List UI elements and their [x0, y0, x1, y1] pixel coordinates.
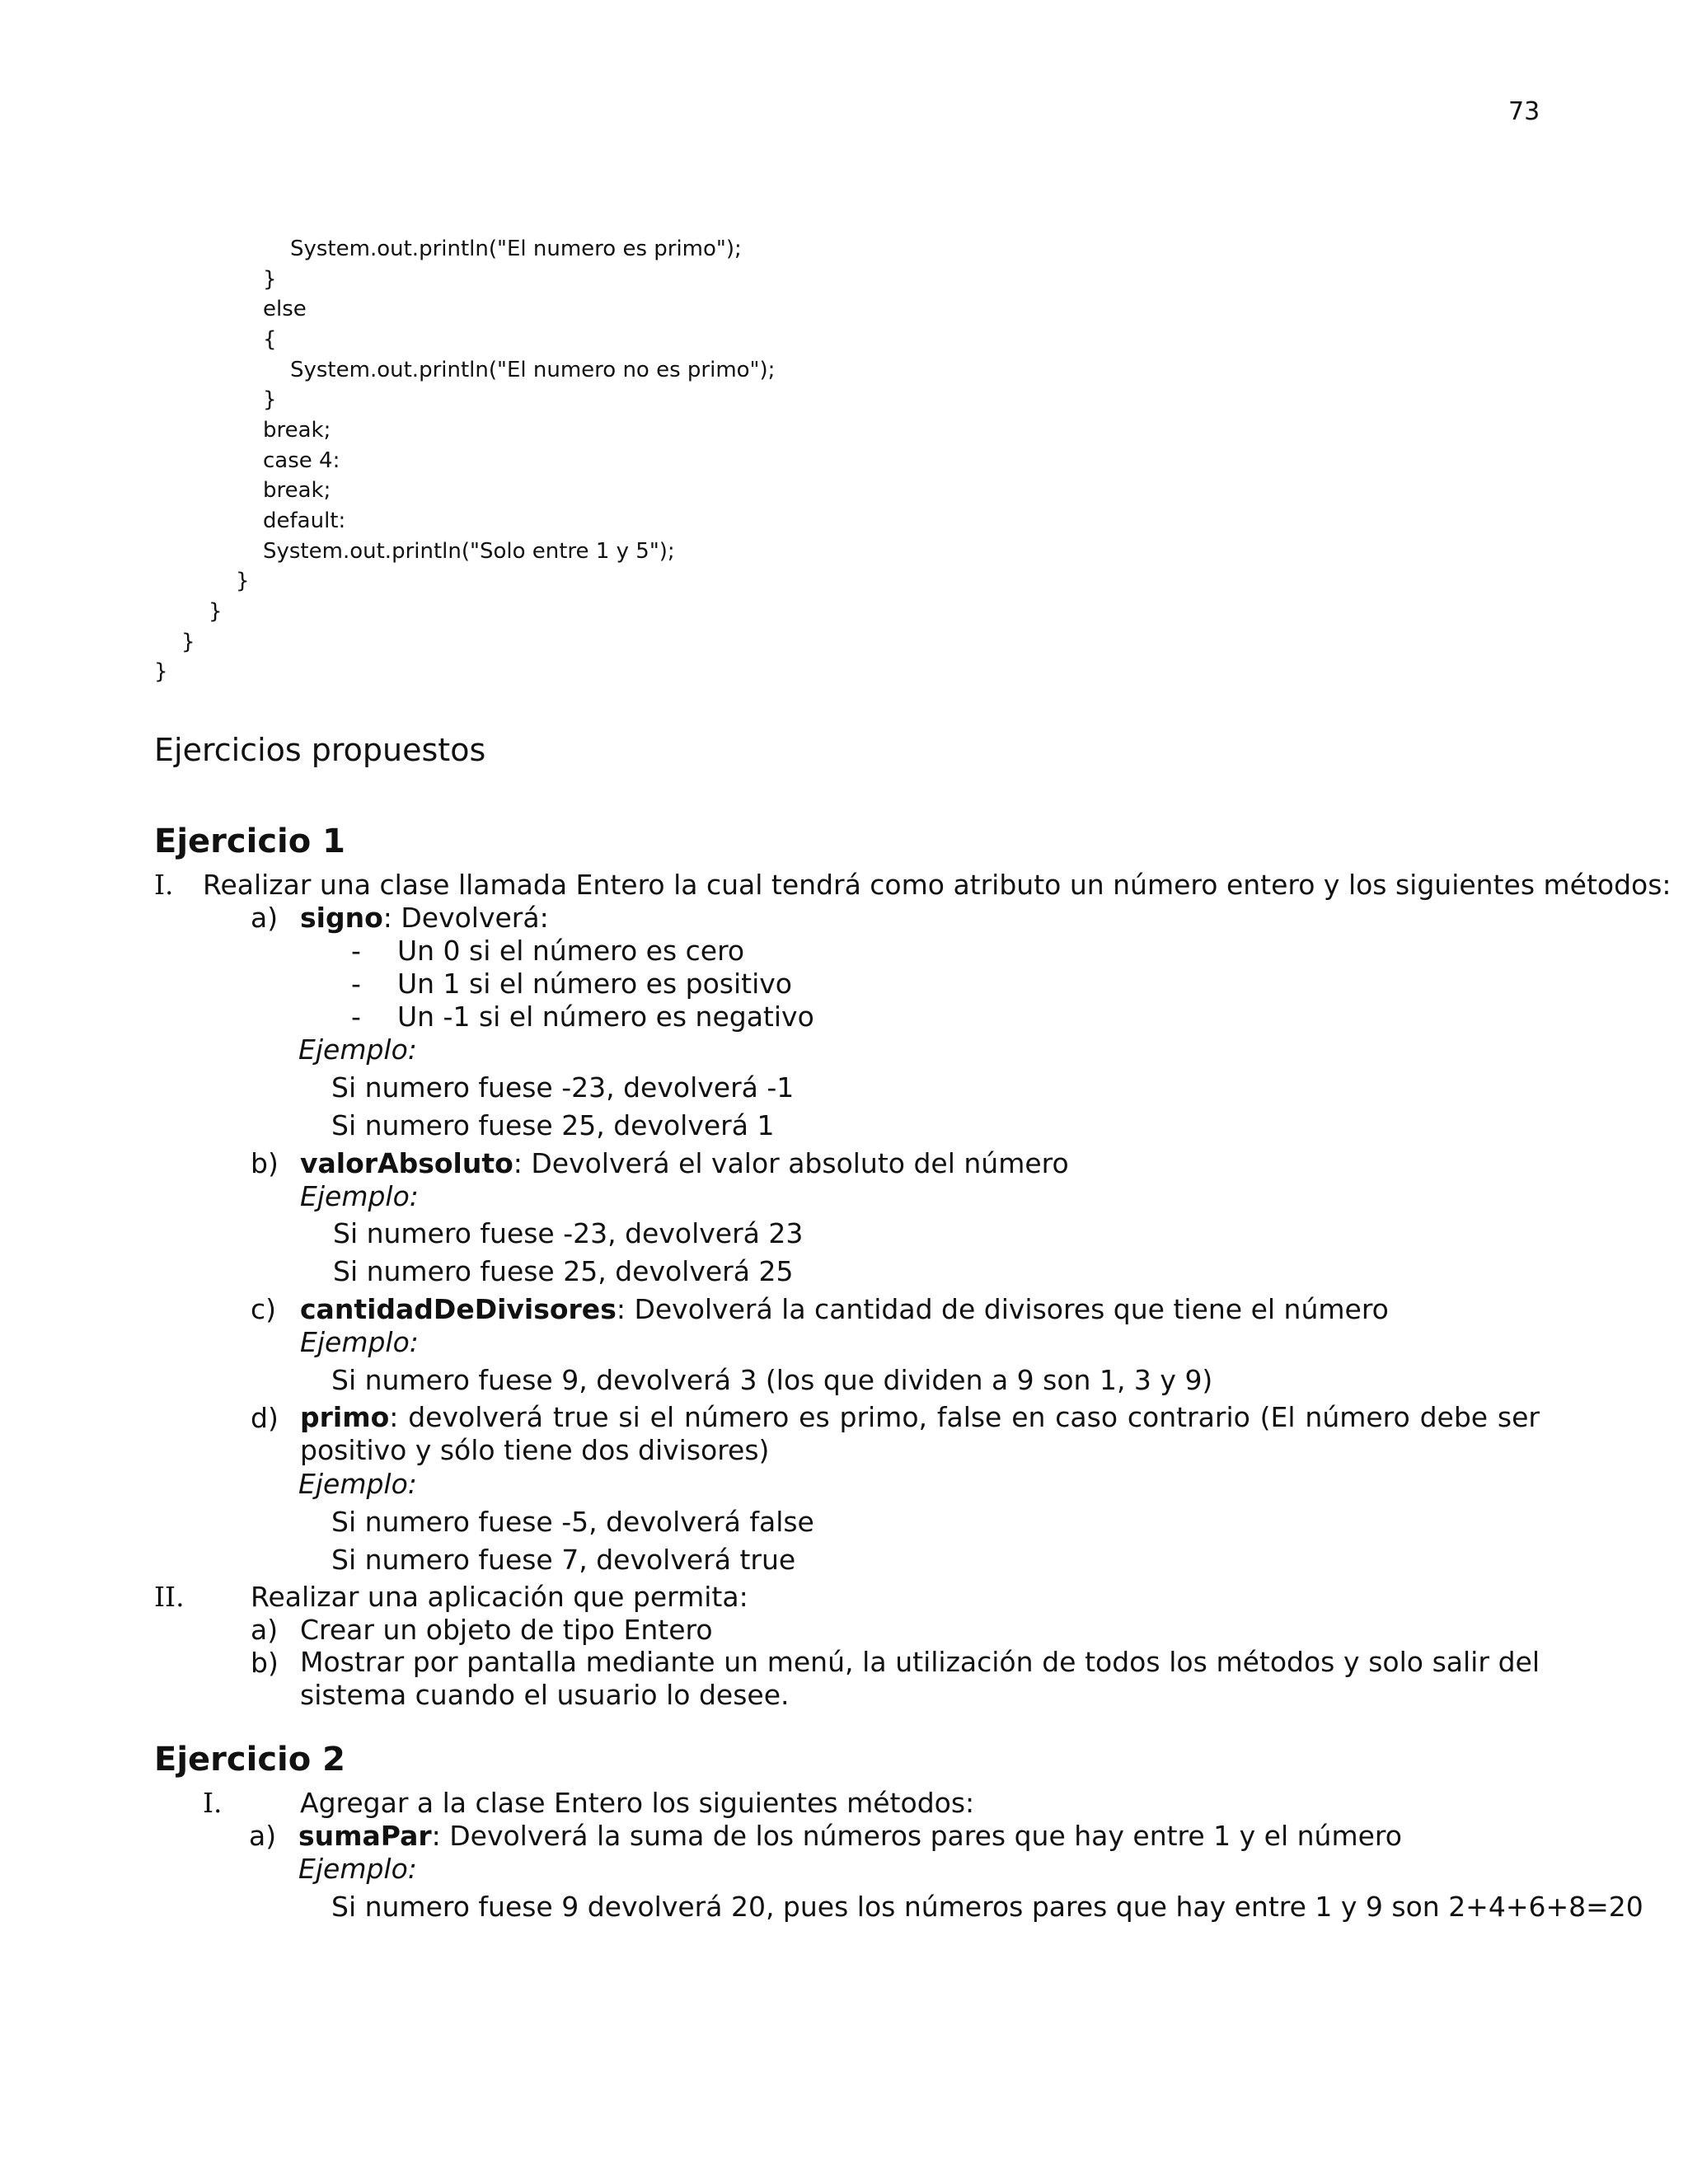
code-line: { — [263, 327, 277, 352]
example-line: Si numero fuese 25, devolverá 25 — [333, 1255, 794, 1287]
ex1-part1-text: Realizar una clase llamada Entero la cual tendrá como atributo un número entero y los siguientes métodos: — [203, 869, 1672, 901]
code-line: } — [263, 387, 277, 412]
app-item-text: Crear un objeto de tipo Entero — [300, 1614, 713, 1646]
code-line: System.out.println("El numero no es primo"); — [290, 358, 776, 382]
example-line: Si numero fuese -5, devolverá false — [331, 1506, 814, 1538]
item-marker: b) — [251, 1647, 279, 1679]
method-name: sumaPar — [298, 1820, 432, 1852]
code-line: else — [263, 297, 307, 321]
method-cantidadDeDivisores — [300, 1293, 1389, 1325]
method-desc: : Devolverá la cantidad de divisores que tiene el número — [616, 1293, 1389, 1325]
code-line: } — [236, 569, 250, 593]
method-desc: : Devolverá el valor absoluto del número — [513, 1147, 1069, 1179]
code-line: System.out.println("El numero es primo"); — [290, 237, 742, 261]
example-label-text: Ejemplo: — [298, 1033, 417, 1066]
exercise-1-title: Ejercicio 1 — [154, 823, 345, 860]
code-line: System.out.println("Solo entre 1 y 5"); — [263, 539, 675, 564]
item-marker: a) — [249, 1820, 277, 1852]
code-line: } — [154, 659, 168, 684]
code-line: } — [263, 267, 277, 292]
bullet-dash: - — [351, 1001, 361, 1033]
method-desc: : Devolverá: — [382, 902, 549, 934]
code-line: } — [209, 599, 223, 624]
example-line: Si numero fuese -23, devolverá -1 — [331, 1071, 795, 1104]
bullet-text: Un 1 si el número es positivo — [397, 968, 792, 1000]
section-title: Ejercicios propuestos — [154, 732, 486, 768]
code-line: break; — [263, 418, 331, 443]
ex2-part1-marker: I. — [203, 1787, 223, 1819]
method-valorAbsoluto — [300, 1147, 1069, 1179]
item-marker: d) — [251, 1402, 279, 1434]
method-name: primo — [300, 1401, 390, 1433]
example-line: Si numero fuese 7, devolverá true — [331, 1544, 796, 1576]
exercise-2-title: Ejercicio 2 — [154, 1741, 345, 1779]
example-label — [298, 1468, 417, 1500]
code-line: break; — [263, 478, 331, 503]
bullet-dash: - — [351, 935, 361, 967]
method-name: cantidadDeDivisores — [300, 1293, 617, 1325]
code-line: case 4: — [263, 448, 340, 473]
item-marker: a) — [251, 902, 279, 934]
example-label — [298, 1853, 417, 1885]
method-name: signo — [300, 902, 383, 934]
item-marker: b) — [251, 1147, 279, 1179]
ex1-part1-marker: I. — [154, 869, 174, 901]
example-line: Si numero fuese 9 devolverá 20, pues los números pares que hay entre 1 y 9 son 2+4+6+8=20 — [331, 1891, 1643, 1923]
ex1-part2-marker: II. — [154, 1581, 185, 1613]
code-line: default: — [263, 509, 346, 533]
bullet-text: Un -1 si el número es negativo — [397, 1001, 814, 1033]
ex2-part1-text: Agregar a la clase Entero los siguientes métodos: — [300, 1787, 975, 1819]
example-line: Si numero fuese 25, devolverá 1 — [331, 1109, 775, 1141]
example-label — [298, 1033, 417, 1066]
code-line: } — [181, 630, 195, 654]
example-label — [300, 1326, 419, 1358]
example-line: Si numero fuese 9, devolverá 3 (los que dividen a 9 son 1, 3 y 9) — [331, 1364, 1213, 1396]
example-label-text: Ejemplo: — [300, 1326, 419, 1358]
ex1-part2-text: Realizar una aplicación que permita: — [251, 1581, 748, 1613]
bullet-text: Un 0 si el número es cero — [397, 935, 745, 967]
method-name: valorAbsoluto — [300, 1147, 513, 1179]
bullet-dash: - — [351, 968, 361, 1000]
page-number: 73 — [1508, 97, 1540, 126]
example-label-text: Ejemplo: — [300, 1180, 419, 1212]
method-signo — [300, 902, 549, 934]
example-line: Si numero fuese -23, devolverá 23 — [333, 1217, 804, 1249]
example-label-text: Ejemplo: — [298, 1853, 417, 1885]
item-marker: c) — [251, 1293, 277, 1325]
method-desc: : devolverá true si el número es primo, false en caso contrario (El número debe ser positivo y sólo tiene dos divisores) — [300, 1401, 1540, 1466]
app-item-text: Mostrar por pantalla mediante un menú, la utilización de todos los métodos y solo salir del sistema cuando el usuario lo desee. — [300, 1646, 1540, 1711]
example-label-text: Ejemplo: — [298, 1468, 417, 1500]
item-marker: a) — [251, 1614, 279, 1646]
method-primo — [300, 1401, 1540, 1467]
method-desc: : Devolverá la suma de los números pares que hay entre 1 y el número — [431, 1820, 1402, 1852]
method-sumaPar — [298, 1820, 1402, 1852]
example-label — [300, 1180, 419, 1212]
